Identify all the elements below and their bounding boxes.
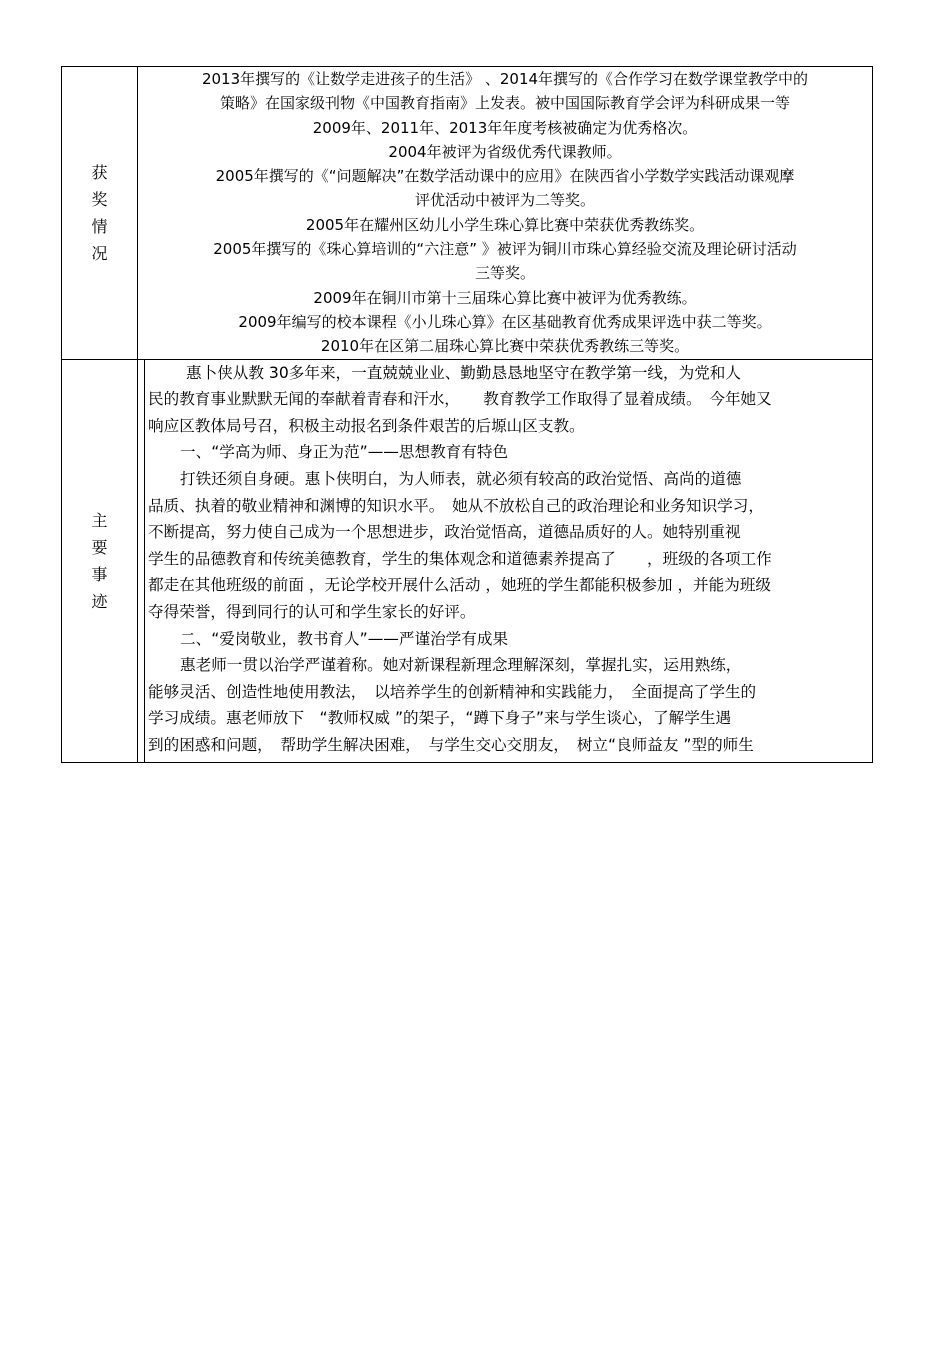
section-heading: 二、“爱岗敬业，教书育人”——严谨治学有成果: [180, 629, 509, 648]
deed-line: 学生的品德教育和传统美德教育，学生的集体观念和道德素养提高了 ，班级的各项工作: [148, 549, 772, 568]
award-line: 2009年在铜川市第十三届珠心算比赛中被评为优秀教练。: [313, 288, 697, 307]
award-line: 评优活动中被评为二等奖。: [414, 191, 595, 210]
deed-line: 到的困惑和问题， 帮助学生解决困难， 与学生交心交朋友， 树立“良师益友 ”型的师生: [148, 735, 754, 754]
label-char: 事: [91, 564, 108, 584]
award-line: 2013年撰写的《让数学走进孩子的生活》 、2014年撰写的《合作学习在数学课堂教学中的: [201, 70, 809, 88]
label-char: 奖: [91, 189, 108, 209]
deeds-content: [138, 359, 873, 762]
info-table: [61, 66, 873, 763]
deed-line: 响应区教体局号召，积极主动报名到条件艰苦的后塬山区支教。: [148, 416, 585, 435]
deed-line: 不断提高，努力使自己成为一个思想进步，政治觉悟高，道德品质好的人。她特别重视: [148, 523, 741, 542]
deed-line: 打铁还须自身硬。惠卜侠明白，为人师表，就必须有较高的政治觉悟、高尚的道德: [180, 469, 742, 488]
deed-line: 学习成绩。惠老师放下 “教师权威 ”的架子，“蹲下身子”来与学生谈心，了解学生遇: [148, 709, 732, 728]
award-line: 2004年被评为省级优秀代课教师。: [388, 142, 622, 161]
label-char: 况: [91, 243, 108, 263]
award-line: 2005年撰写的《“问题解决”在数学活动课中的应用》在陕西省小学数学实践活动课观摩: [215, 167, 795, 186]
award-line: 2009年、2011年、2013年年度考核被确定为优秀格次。: [312, 118, 698, 137]
label-char: 迹: [91, 591, 108, 611]
section-heading: 一、“学高为师、身正为范”——思想教育有特色: [180, 443, 509, 462]
deeds-row: [62, 359, 873, 762]
label-char: 情: [91, 216, 108, 236]
awards-content: [138, 67, 873, 360]
award-line: 2005年撰写的《珠心算培训的“六注意” 》被评为铜川市珠心算经验交流及理论研讨活动: [213, 240, 797, 259]
deed-line: 惠卜侠从教 30多年来，一直兢兢业业、勤勤恳恳地坚守在教学第一线，为党和人: [186, 363, 741, 382]
deeds-text-block: [144, 360, 872, 762]
award-line: 2009年编写的校本课程《小儿珠心算》在区基础教育优秀成果评选中获二等奖。: [238, 312, 772, 331]
deed-line: 民的教育事业默默无闻的奉献着青春和汗水， 教育教学工作取得了显着成绩。 今年她又: [148, 390, 772, 409]
award-line: 2010年在区第二届珠心算比赛中荣获优秀教练三等奖。: [320, 337, 690, 356]
deed-line: 品质、执着的敬业精神和渊博的知识水平。 她从不放松自己的政治理论和业务知识学习，: [148, 496, 764, 515]
deeds-label: [62, 359, 138, 762]
award-line: 策略》在国家级刊物《中国教育指南》上发表。被中国国际教育学会评为科研成果一等: [219, 94, 790, 113]
label-char: 要: [91, 537, 108, 557]
deed-line: 都走在其他班级的前面 ，无论学校开展什么活动 ，她班的学生都能积极参加 ，并能为班级: [148, 576, 772, 595]
award-line: 2005年在耀州区幼儿小学生珠心算比赛中荣获优秀教练奖。: [305, 215, 705, 234]
awards-row: [62, 67, 873, 360]
deed-line: 夺得荣誉，得到同行的认可和学生家长的好评。: [148, 602, 476, 621]
label-char: 主: [91, 510, 108, 530]
deed-line: 惠老师一贯以治学严谨着称。她对新课程新理念理解深刻，掌握扎实，运用熟练，: [180, 656, 742, 675]
label-char: 获: [91, 162, 108, 182]
award-line: 三等奖。: [474, 264, 535, 283]
awards-label: [62, 67, 138, 360]
deed-line: 能够灵活、创造性地使用教法， 以培养学生的创新精神和实践能力， 全面提高了学生的: [148, 682, 757, 701]
